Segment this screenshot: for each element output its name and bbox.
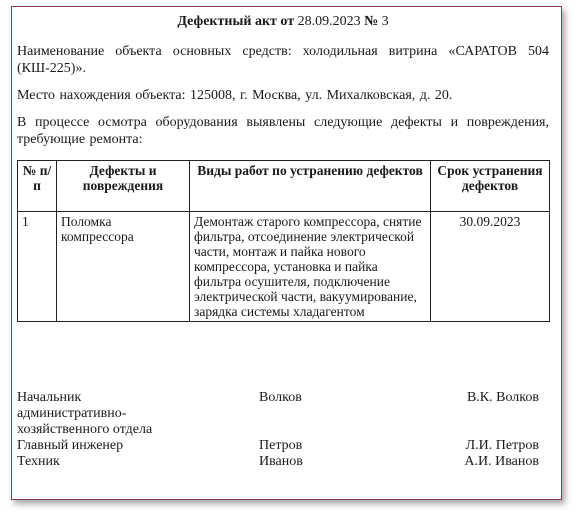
title-number: 3	[381, 14, 389, 29]
title-text: Дефектный акт от	[177, 14, 295, 29]
header-works: Виды работ по устранению дефектов	[190, 161, 431, 212]
signer-name: А.И. Иванов	[464, 454, 539, 469]
intro-line: В процессе осмотра оборудования выявлены следующие дефекты и повреждения, требующие ремонта:	[17, 115, 549, 147]
header-deadline: Срок устранения дефектов	[431, 161, 550, 212]
defects-table	[17, 160, 550, 322]
cell-works: Демонтаж старого компрессора, снятие фильтра, отсоединение электрической части, монтаж и пайка нового компрессора, установка и пайка фильтра осушителя, подключение электрической части, вакуумирование, зарядка системы хладагентом	[190, 212, 431, 322]
location-line: Место нахождения объекта: 125008, г. Москва, ул. Михалковская, д. 20.	[17, 88, 453, 103]
signer-signature: Волков	[259, 390, 302, 405]
title-number-sign: №	[364, 14, 379, 29]
cell-deadline: 30.09.2023	[431, 212, 550, 322]
table-row	[18, 212, 550, 322]
signer-position: Главный инженер	[17, 438, 124, 453]
signer-position: Техник	[17, 454, 60, 469]
signer-signature: Иванов	[259, 454, 303, 469]
header-defects: Дефекты и повреждения	[57, 161, 190, 212]
signer-signature: Петров	[259, 438, 303, 453]
signer-name: Л.И. Петров	[465, 438, 539, 453]
cell-defect: Поломка компрессора	[57, 212, 190, 322]
signatures-block	[17, 390, 549, 470]
signature-row	[17, 390, 549, 438]
document-title	[17, 13, 549, 30]
signer-position: Начальник административно-хозяйственного отдела	[17, 390, 153, 437]
signature-row	[17, 454, 549, 470]
cell-num: 1	[18, 212, 57, 322]
signer-name: В.К. Волков	[466, 390, 539, 405]
header-num: № п/п	[18, 161, 57, 212]
title-date: 28.09.2023	[297, 14, 361, 29]
signature-row	[17, 438, 549, 454]
table-header-row	[18, 161, 550, 212]
document-body	[17, 13, 549, 322]
object-line: Наименование объекта основных средств: холодильная витрина «САРАТОВ 504 (КШ-225)».	[17, 44, 549, 76]
